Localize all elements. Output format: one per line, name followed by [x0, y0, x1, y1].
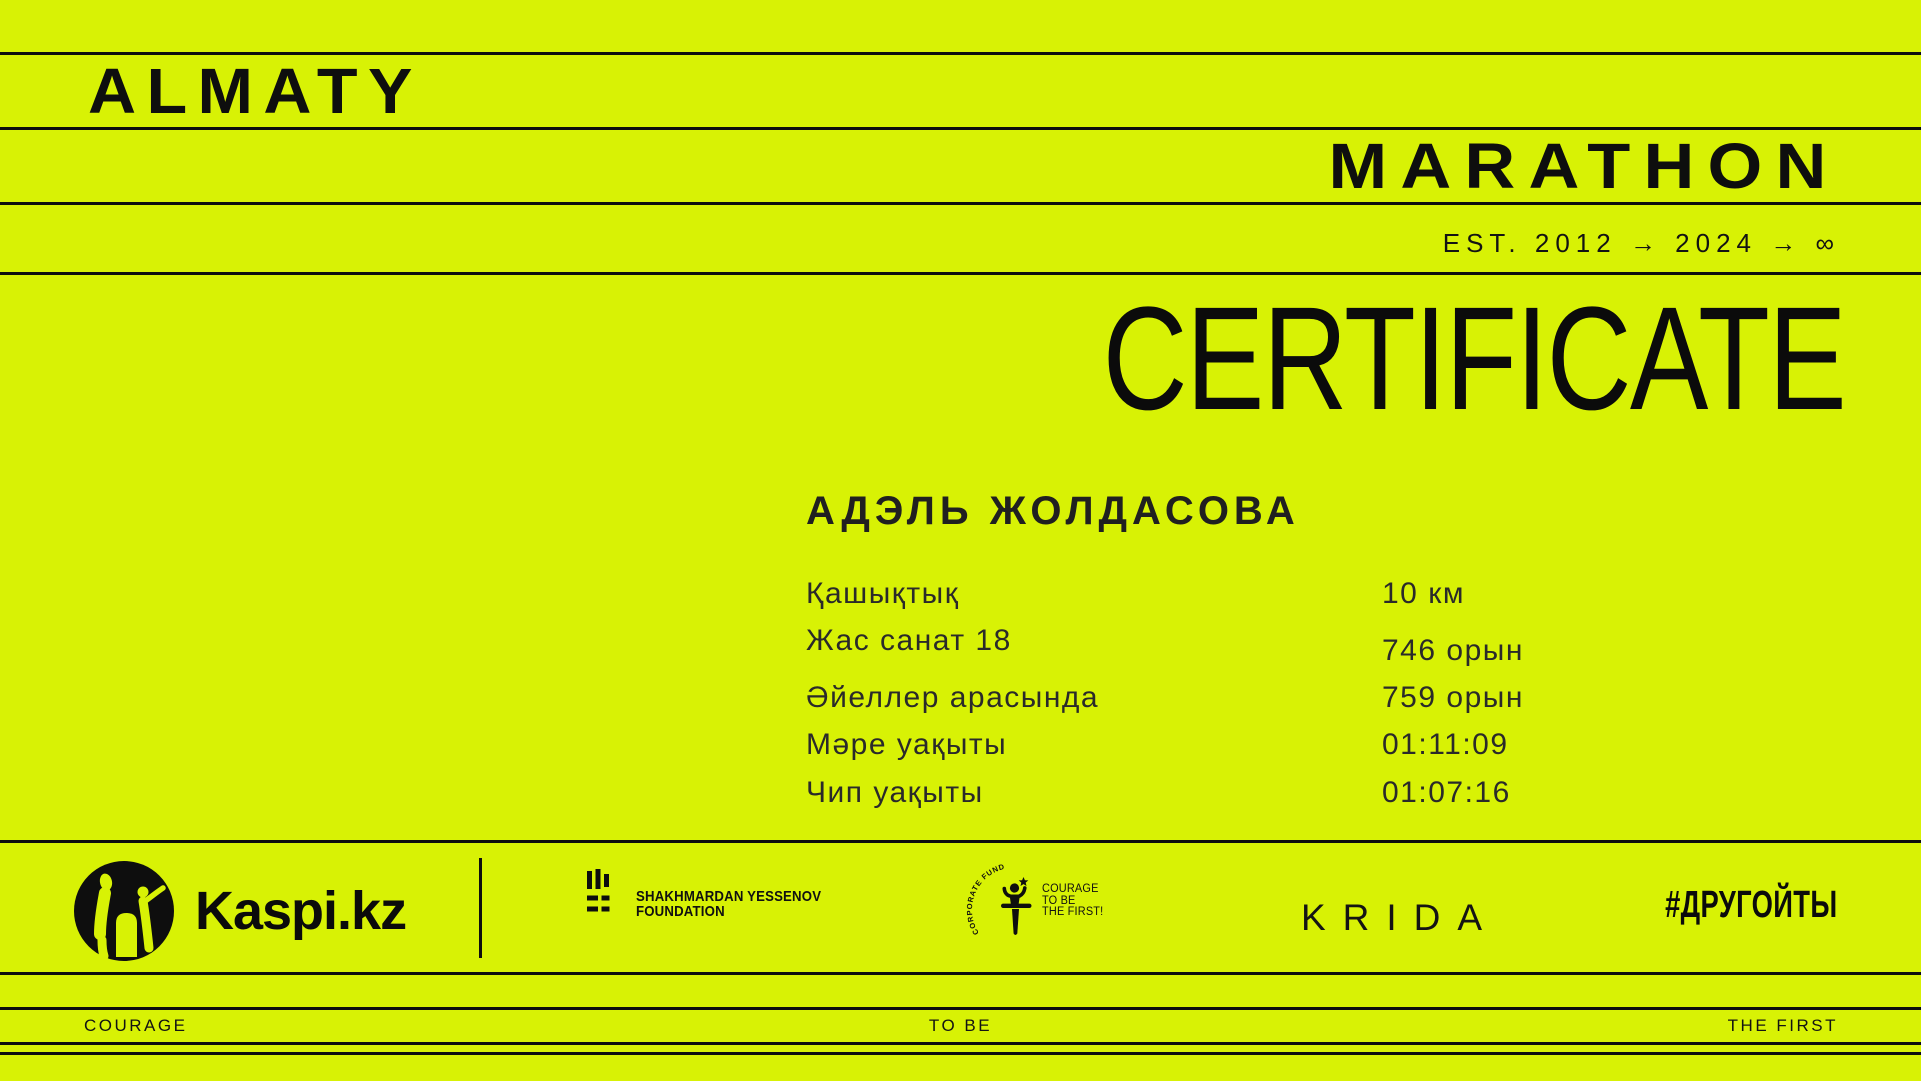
- krida-wordmark: KRIDA: [1301, 897, 1500, 938]
- result-label: Жас санат 18: [806, 624, 1012, 657]
- result-label: Мәре уақыты: [806, 728, 1008, 761]
- result-row-age-category: [806, 624, 1626, 667]
- divider-line: [0, 1042, 1921, 1045]
- certificate-heading: CERTIFICATE: [1102, 277, 1845, 441]
- divider-line: [0, 972, 1921, 975]
- result-value: 759 орын: [1382, 681, 1524, 714]
- result-row-gender-rank: [806, 681, 1626, 719]
- divider-line: [0, 1007, 1921, 1010]
- sponsor-divider: [479, 858, 482, 958]
- divider-line: [0, 1052, 1921, 1055]
- yessenov-foundation-icon: [587, 869, 613, 915]
- result-label: Чип уақыты: [806, 776, 984, 809]
- event-city-title: ALMATY: [88, 55, 423, 127]
- result-value: 01:07:16: [1382, 776, 1511, 809]
- svg-text:CORPORATE FUND: [965, 862, 1006, 937]
- corporate-fund-slogan: [1042, 884, 1103, 919]
- yessenov-line1: SHAKHMARDAN YESSENOV: [636, 888, 822, 905]
- result-row-chip-time: [806, 776, 1626, 814]
- hashtag-wordmark: #ДРУГОЙТЫ: [1665, 884, 1838, 926]
- strip-tobe-label: TO BE: [928, 1016, 993, 1035]
- corporate-fund-arc-text: CORPORATE FUND: [965, 861, 1006, 937]
- strip-courage-label: COURAGE: [84, 1016, 188, 1035]
- divider-line: [0, 272, 1921, 275]
- kaspi-logo-icon: [74, 861, 174, 961]
- yessenov-line2: FOUNDATION: [636, 903, 725, 920]
- strip-thefirst-label: THE FIRST: [1727, 1016, 1838, 1035]
- fund-slogan-line1: COURAGE: [1042, 883, 1099, 895]
- fund-slogan-line2: TO BE: [1042, 894, 1076, 907]
- result-label: Әйеллер арасында: [806, 681, 1100, 714]
- athlete-name: АДЭЛЬ ЖОЛДАСОВА: [806, 489, 1300, 533]
- result-row-distance: [806, 577, 1626, 615]
- result-value: 01:11:09: [1382, 728, 1509, 761]
- fund-slogan-line3: THE FIRST!: [1042, 906, 1104, 919]
- event-name-title: MARATHON: [1329, 130, 1840, 202]
- divider-line: [0, 840, 1921, 843]
- results-table: [806, 577, 1626, 817]
- result-value: 746 орын: [1382, 634, 1524, 667]
- kaspi-wordmark: Kaspi.kz: [195, 881, 407, 941]
- established-years: EST. 2012 → 2024 → ∞: [1442, 228, 1840, 258]
- result-label: Қашықтық: [806, 577, 960, 610]
- result-row-finish-time: [806, 728, 1626, 766]
- yessenov-foundation-label: [636, 889, 821, 919]
- result-value: 10 км: [1382, 577, 1465, 610]
